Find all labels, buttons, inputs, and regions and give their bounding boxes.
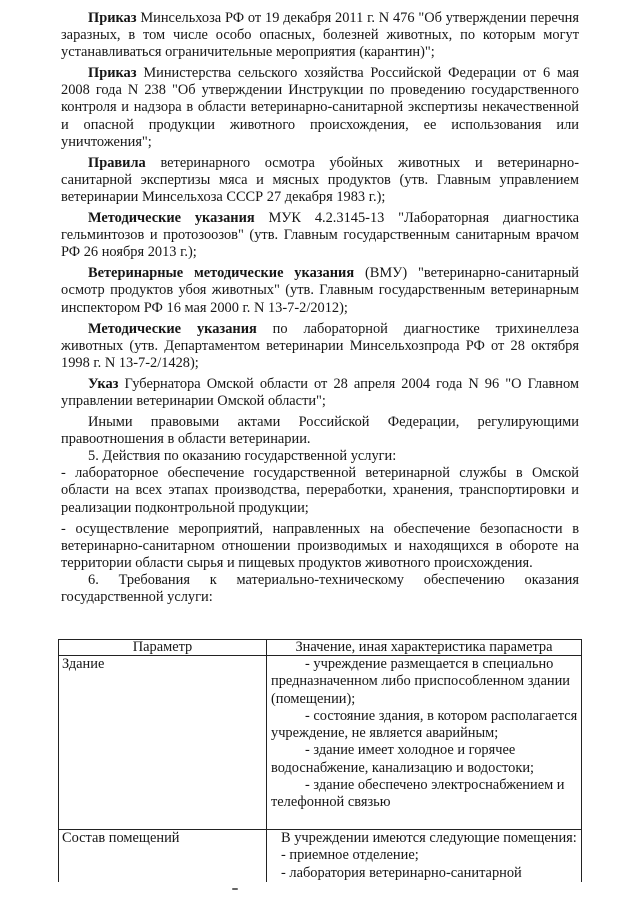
- table-cell-value: [267, 656, 582, 830]
- table-header-param: Параметр: [59, 640, 267, 656]
- document-body: [61, 10, 579, 606]
- paragraph-vmu: Ветеринарные методические указания (ВМУ) "ветеринарно-санитарный осмотр продуктов убоя животных" (утв. Главным государственным ветеринарным инспектором РФ 16 мая 2000 г. N 13-7-2/2012);: [61, 265, 579, 316]
- requirements-table: [58, 639, 582, 882]
- table-line: - здание обеспечено электроснабжением и телефонной связью: [271, 777, 565, 811]
- paragraph-section-6: 6. Требования к материально-техническому обеспечению оказания государственной услуги:: [61, 571, 579, 605]
- paragraph-muk: Методические указания МУК 4.2.3145-13 "Лабораторная диагностика гельминтозов и протозоозов" (утв. Главным государственным санитарным врачом РФ 26 ноября 2013 г.);: [61, 210, 579, 261]
- table-line: - состояние здания, в котором располагается учреждение, не является аварийным;: [271, 707, 578, 742]
- paragraph-pravila: Правила ветеринарного осмотра убойных животных и ветеринарно-санитарной экспертизы мяса и мясных продуктов (утв. Главным управлением ветеринарии Минсельхоза СССР 27 декабря 1983 г.);: [61, 154, 579, 205]
- table-line: В учреждении имеются следующие помещения:: [281, 829, 577, 846]
- paragraph-other-acts: Иными правовыми актами Российской Федерации, регулирующими правоотношения в области ветеринарии.: [61, 414, 579, 448]
- table-row: [59, 656, 582, 830]
- table-cell-param: Состав помещений: [59, 829, 267, 881]
- table-line: - здание имеет холодное и горячее водоснабжение, канализацию и водостоки;: [271, 742, 535, 776]
- table-cell-value: [267, 829, 582, 881]
- paragraph-lab-support: - лабораторное обеспечение государственной ветеринарной службы в Омской области на всех этапах производства, переработки, хранения, транспортировки и реализации подконтрольной продукции;: [61, 465, 579, 516]
- scan-speck: [232, 888, 238, 890]
- paragraph-prikaz-238: Приказ Министерства сельского хозяйства Российской Федерации от 6 мая 2008 года N 238 "Об утверждении Инструкции по проведению государственного контроля и надзора в области ветеринарно-санитарной экспертизы некачественной и опасной продукции животного происхождения, ее использования или уничтожения";: [61, 65, 579, 150]
- table-line: - лаборатория ветеринарно-санитарной: [281, 864, 522, 881]
- paragraph-trichinellosis: Методические указания по лабораторной диагностике трихинеллеза животных (утв. Департаментом ветеринарии Минсельхозпрода РФ от 28 октября 1998 г. N 13-7-2/1428);: [61, 320, 579, 371]
- paragraph-ukaz: Указ Губернатора Омской области от 28 апреля 2004 года N 96 "О Главном управлении ветеринарии Омской области";: [61, 375, 579, 409]
- table-cell-param: Здание: [59, 656, 267, 830]
- paragraph-prikaz-476: Приказ Минсельхоза РФ от 19 декабря 2011 г. N 476 "Об утверждении перечня заразных, в том числе особо опасных, болезней животных, по которым могут устанавливаться ограничительные мероприятия (карантин)";: [61, 10, 579, 61]
- table-line: - приемное отделение;: [281, 847, 419, 864]
- table-row: [59, 829, 582, 881]
- paragraph-section-5: 5. Действия по оказанию государственной услуги:: [88, 448, 397, 465]
- table-header-value: Значение, иная характеристика параметра: [267, 640, 582, 656]
- table-header-row: [59, 640, 582, 656]
- paragraph-safety-measures: - осуществление мероприятий, направленных на обеспечение безопасности в ветеринарно-санитарном отношении производимых и находящихся в обороте на территории области сырья и пищевых продуктов животного происхождения.: [61, 520, 579, 571]
- table-line: - учреждение размещается в специально предназначенном либо приспособленном здании (помещении);: [271, 656, 570, 707]
